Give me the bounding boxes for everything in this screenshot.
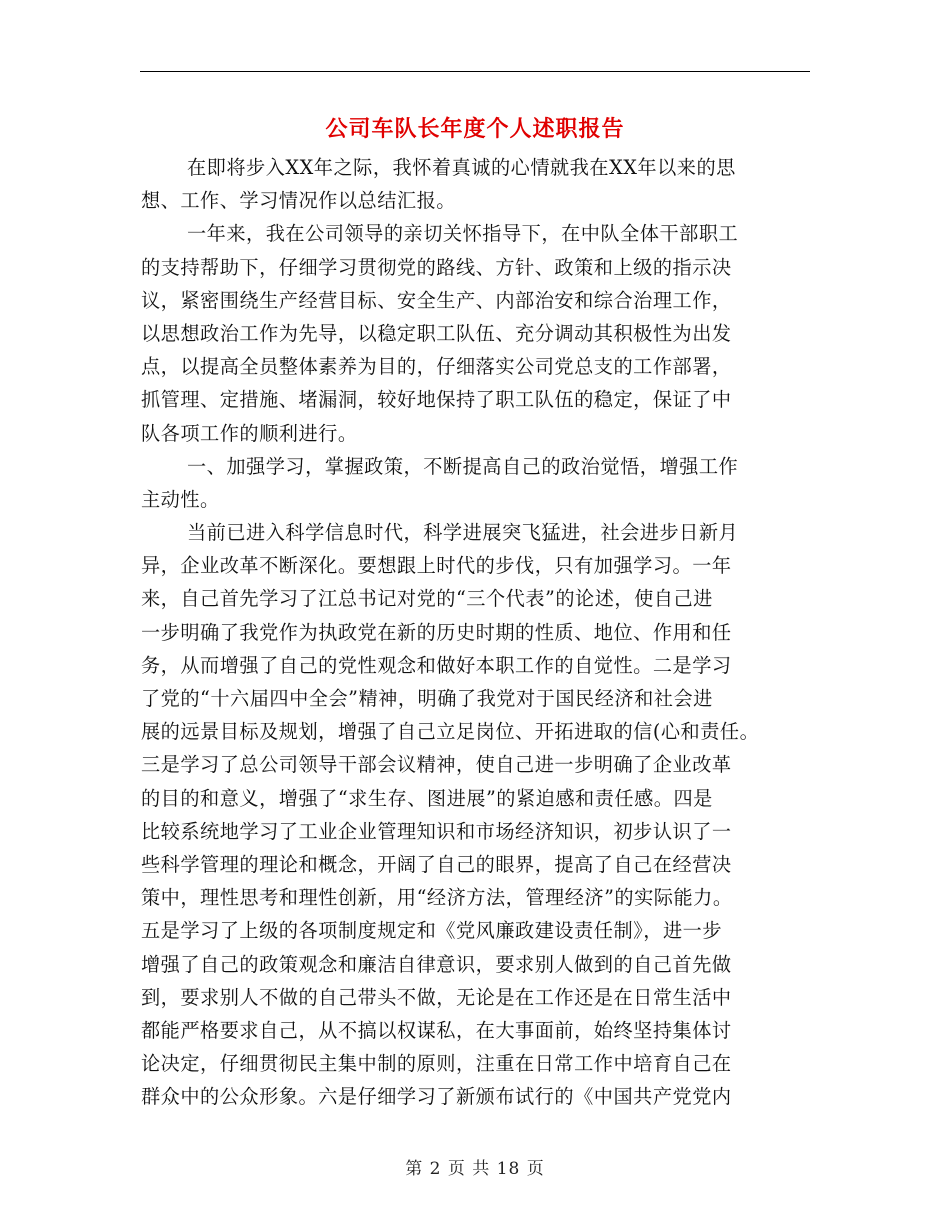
page-footer: 第 2 页 共 18 页 — [405, 1159, 545, 1179]
text-line: 想、工作、学习情况作以总结汇报。 — [141, 189, 456, 213]
text-line: 议，紧密围绕生产经营目标、安全生产、内部治安和综合治理工作， — [141, 288, 732, 312]
document-body — [141, 151, 809, 1113]
text-line: 策中，理性思考和理性创新，用“经济方法，管理经济”的实际能力。 — [141, 886, 733, 910]
text-line: 以思想政治工作为先导，以稳定职工队伍、充分调动其积极性为出发 — [141, 321, 732, 345]
text-line: 都能严格要求自己，从不搞以权谋私，在大事面前，始终坚持集体讨 — [141, 1018, 732, 1042]
text-line: 点，以提高全员整体素养为目的，仔细落实公司党总支的工作部署， — [141, 355, 732, 379]
header-rule — [140, 71, 810, 72]
text-line: 队各项工作的顺利进行。 — [141, 421, 358, 445]
text-line: 些科学管理的理论和概念，开阔了自己的眼界，提高了自己在经营决 — [141, 852, 732, 876]
text-line: 一年来，我在公司领导的亲切关怀指导下，在中队全体干部职工 — [187, 222, 739, 246]
text-line: 异，企业改革不断深化。要想跟上时代的步伐，只有加强学习。一年 — [141, 554, 732, 578]
text-line: 展的远景目标及规划，增强了自己立足岗位、开拓进取的信(心和责任。 — [141, 720, 760, 744]
text-line: 当前已进入科学信息时代，科学进展突飞猛进，社会进步日新月 — [187, 521, 739, 545]
text-line: 五是学习了上级的各项制度规定和《党风廉政建设责任制》，进一步 — [141, 919, 723, 943]
text-line: 一步明确了我党作为执政党在新的历史时期的性质、地位、作用和任 — [141, 620, 732, 644]
text-line: 三是学习了总公司领导干部会议精神，使自己进一步明确了企业改革 — [141, 753, 732, 777]
text-line: 主动性。 — [141, 487, 220, 511]
text-line: 的目的和意义，增强了“求生存、图进展”的紧迫感和责任感。四是 — [141, 786, 713, 810]
text-line: 来，自己首先学习了江总书记对党的“三个代表”的论述，使自己进 — [141, 587, 713, 611]
text-line: 务，从而增强了自己的党性观念和做好本职工作的自觉性。二是学习 — [141, 653, 732, 677]
text-line: 到，要求别人不做的自己带头不做，无论是在工作还是在日常生活中 — [141, 985, 732, 1009]
text-line: 比较系统地学习了工业企业管理知识和市场经济知识，初步认识了一 — [141, 819, 732, 843]
text-line: 在即将步入XX年之际，我怀着真诚的心情就我在XX年以来的思 — [187, 156, 736, 179]
text-line: 一、加强学习，掌握政策，不断提高自己的政治觉悟，增强工作 — [187, 454, 739, 478]
text-line: 的支持帮助下，仔细学习贯彻党的路线、方针、政策和上级的指示决 — [141, 255, 732, 279]
text-line: 了党的“十六届四中全会”精神，明确了我党对于国民经济和社会进 — [141, 687, 713, 710]
document-title: 公司车队长年度个人述职报告 — [325, 117, 625, 142]
text-line: 抓管理、定措施、堵漏洞，较好地保持了职工队伍的稳定，保证了中 — [141, 388, 732, 412]
text-line: 论决定，仔细贯彻民主集中制的原则，注重在日常工作中培育自己在 — [141, 1052, 732, 1076]
text-line: 群众中的公众形象。六是仔细学习了新颁布试行的《中国共产党党内 — [141, 1085, 732, 1109]
text-line: 增强了自己的政策观念和廉洁自律意识，要求别人做到的自己首先做 — [141, 952, 732, 976]
